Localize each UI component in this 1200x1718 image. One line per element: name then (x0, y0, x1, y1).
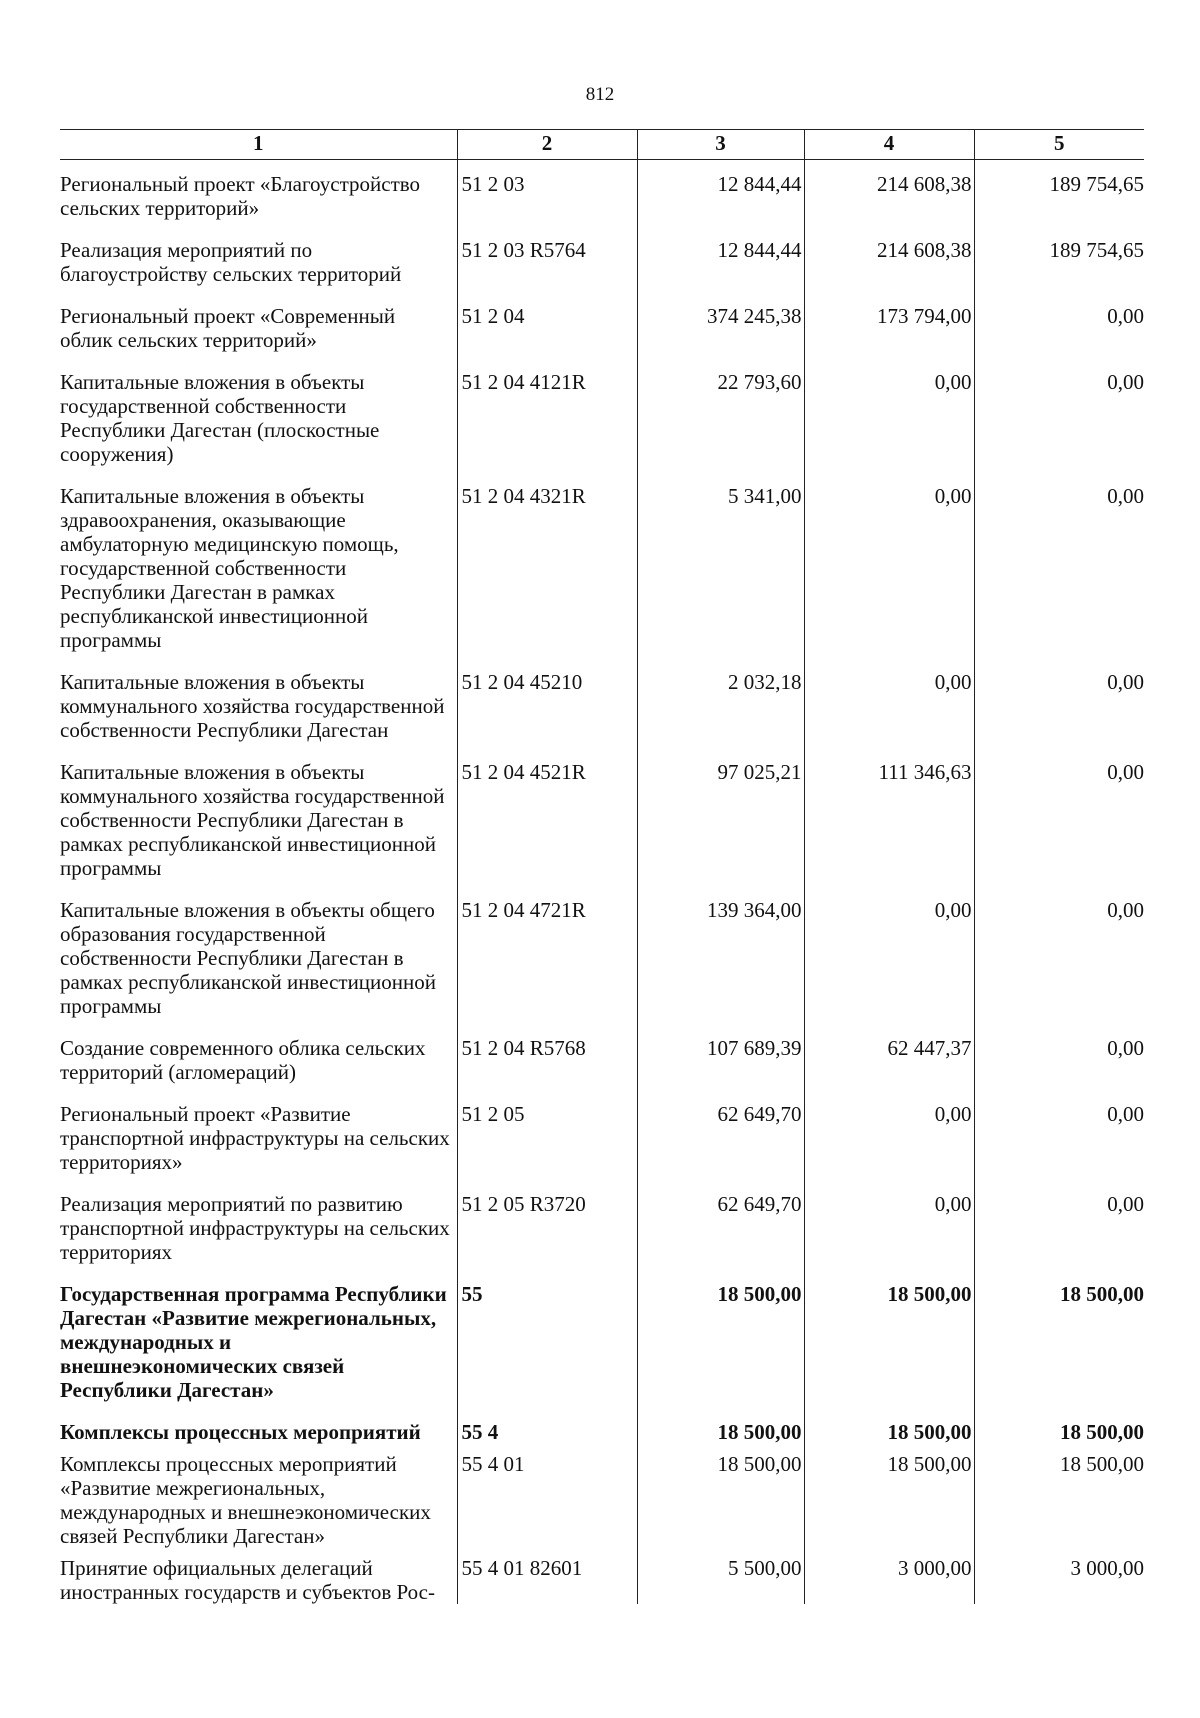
column-header-3: 3 (637, 130, 804, 160)
row-code-cell: 51 2 05 (457, 1102, 637, 1192)
table-row (60, 1452, 1144, 1556)
page-number: 812 (585, 84, 615, 105)
row-code-cell: 51 2 04 45210 (457, 670, 637, 760)
column-header-2: 2 (457, 130, 637, 160)
row-value-col4-cell: 173 794,00 (804, 304, 974, 370)
table-header-row (60, 130, 1144, 160)
table-row (60, 670, 1144, 760)
row-name-cell: Региональный проект «Развитие транспортной инфраструктуры на сельских территориях» (60, 1102, 450, 1174)
budget-table (60, 129, 1144, 1604)
row-code-cell: 51 2 03 (457, 160, 637, 239)
row-name-cell: Реализация мероприятий по развитию транспортной инфраструктуры на сельских территориях (60, 1192, 450, 1264)
row-name-cell: Принятие официальных делегаций иностранных государств и субъектов Рос- (60, 1556, 435, 1604)
row-value-col4-cell: 0,00 (804, 1192, 974, 1282)
row-value-col4-cell: 0,00 (804, 898, 974, 1036)
row-value-col4-cell: 18 500,00 (804, 1452, 974, 1556)
row-code-cell: 51 2 04 R5768 (457, 1036, 637, 1102)
row-name-cell: Капитальные вложения в объекты коммунального хозяйства государственной собственности Республики Дагестан (60, 670, 445, 742)
table-row (60, 1282, 1144, 1420)
row-value-col3-cell: 97 025,21 (637, 760, 804, 898)
row-name-cell: Региональный проект «Современный облик сельских территорий» (60, 304, 396, 352)
row-code-cell: 51 2 04 4121R (457, 370, 637, 484)
row-value-col3-cell: 18 500,00 (637, 1282, 804, 1420)
table-row (60, 370, 1144, 484)
row-value-col3-cell: 18 500,00 (637, 1420, 804, 1452)
table-row (60, 1192, 1144, 1282)
row-value-col4-cell: 214 608,38 (804, 238, 974, 304)
row-name-cell: Капитальные вложения в объекты коммунального хозяйства государственной собственности Республики Дагестан в рамках республиканской инвестиционной программы (60, 760, 445, 880)
row-name-cell: Региональный проект «Благоустройство сельских территорий» (60, 172, 421, 220)
row-value-col5-cell: 18 500,00 (974, 1452, 1144, 1556)
row-code-cell: 55 4 01 82601 (457, 1556, 637, 1604)
row-value-col3-cell: 107 689,39 (637, 1036, 804, 1102)
row-value-col4-cell: 111 346,63 (804, 760, 974, 898)
row-name-cell: Капитальные вложения в объекты государственной собственности Республики Дагестан (плоскостные сооружения) (60, 370, 380, 466)
row-value-col4-cell: 0,00 (804, 670, 974, 760)
row-code-cell: 51 2 04 4521R (457, 760, 637, 898)
table-row (60, 760, 1144, 898)
row-value-col5-cell: 0,00 (974, 670, 1144, 760)
table-row (60, 1420, 1144, 1452)
table-row (60, 238, 1144, 304)
row-name-cell: Капитальные вложения в объекты здравоохранения, оказывающие амбулаторную медицинскую помощь, государственной собственности Республики Дагестан в рамках республиканской инвестиционной программы (60, 484, 399, 652)
row-code-cell: 55 (457, 1282, 637, 1420)
row-code-cell: 51 2 04 (457, 304, 637, 370)
row-name-cell: Комплексы процессных мероприятий (60, 1420, 421, 1444)
row-code-cell: 51 2 05 R3720 (457, 1192, 637, 1282)
row-value-col5-cell: 0,00 (974, 898, 1144, 1036)
table-row (60, 898, 1144, 1036)
row-value-col5-cell: 0,00 (974, 1102, 1144, 1192)
row-code-cell: 51 2 04 4321R (457, 484, 637, 670)
row-value-col4-cell: 0,00 (804, 370, 974, 484)
table-row (60, 160, 1144, 239)
table-row (60, 1102, 1144, 1192)
table-row (60, 304, 1144, 370)
row-code-cell: 51 2 03 R5764 (457, 238, 637, 304)
row-value-col5-cell: 0,00 (974, 370, 1144, 484)
row-value-col5-cell: 0,00 (974, 1036, 1144, 1102)
row-value-col4-cell: 214 608,38 (804, 160, 974, 239)
row-value-col5-cell: 0,00 (974, 1192, 1144, 1282)
row-name-cell: Реализация мероприятий по благоустройству сельских территорий (60, 238, 402, 286)
table-row (60, 1556, 1144, 1604)
row-name-cell: Комплексы процессных мероприятий «Развитие межрегиональных, международных и внешнеэкономических связей Республики Дагестан» (60, 1452, 431, 1548)
row-value-col4-cell: 18 500,00 (804, 1282, 974, 1420)
row-value-col3-cell: 62 649,70 (637, 1192, 804, 1282)
row-value-col4-cell: 3 000,00 (804, 1556, 974, 1604)
row-value-col4-cell: 18 500,00 (804, 1420, 974, 1452)
table-row (60, 484, 1144, 670)
row-value-col5-cell: 189 754,65 (974, 160, 1144, 239)
row-value-col3-cell: 374 245,38 (637, 304, 804, 370)
row-value-col5-cell: 0,00 (974, 760, 1144, 898)
row-value-col3-cell: 22 793,60 (637, 370, 804, 484)
column-header-4: 4 (804, 130, 974, 160)
row-name-cell: Государственная программа Республики Дагестан «Развитие межрегиональных, международных и внешнеэкономических связей Республики Дагестан» (60, 1282, 447, 1402)
row-value-col3-cell: 139 364,00 (637, 898, 804, 1036)
row-code-cell: 55 4 (457, 1420, 637, 1452)
row-value-col4-cell: 0,00 (804, 484, 974, 670)
row-value-col3-cell: 18 500,00 (637, 1452, 804, 1556)
row-code-cell: 55 4 01 (457, 1452, 637, 1556)
row-value-col5-cell: 0,00 (974, 484, 1144, 670)
row-value-col3-cell: 12 844,44 (637, 160, 804, 239)
row-value-col4-cell: 62 447,37 (804, 1036, 974, 1102)
table-body (60, 160, 1144, 1605)
row-value-col5-cell: 0,00 (974, 304, 1144, 370)
row-name-cell: Капитальные вложения в объекты общего образования государственной собственности Республики Дагестан в рамках республиканской инвестиционной программы (60, 898, 437, 1018)
row-value-col5-cell: 3 000,00 (974, 1556, 1144, 1604)
row-value-col3-cell: 2 032,18 (637, 670, 804, 760)
row-name-cell: Создание современного облика сельских территорий (агломераций) (60, 1036, 426, 1084)
row-value-col3-cell: 12 844,44 (637, 238, 804, 304)
column-header-5: 5 (974, 130, 1144, 160)
column-header-1: 1 (60, 130, 457, 160)
table-row (60, 1036, 1144, 1102)
row-code-cell: 51 2 04 4721R (457, 898, 637, 1036)
row-value-col3-cell: 5 500,00 (637, 1556, 804, 1604)
row-value-col4-cell: 0,00 (804, 1102, 974, 1192)
row-value-col3-cell: 5 341,00 (637, 484, 804, 670)
row-value-col3-cell: 62 649,70 (637, 1102, 804, 1192)
row-value-col5-cell: 18 500,00 (974, 1282, 1144, 1420)
row-value-col5-cell: 189 754,65 (974, 238, 1144, 304)
row-value-col5-cell: 18 500,00 (974, 1420, 1144, 1452)
